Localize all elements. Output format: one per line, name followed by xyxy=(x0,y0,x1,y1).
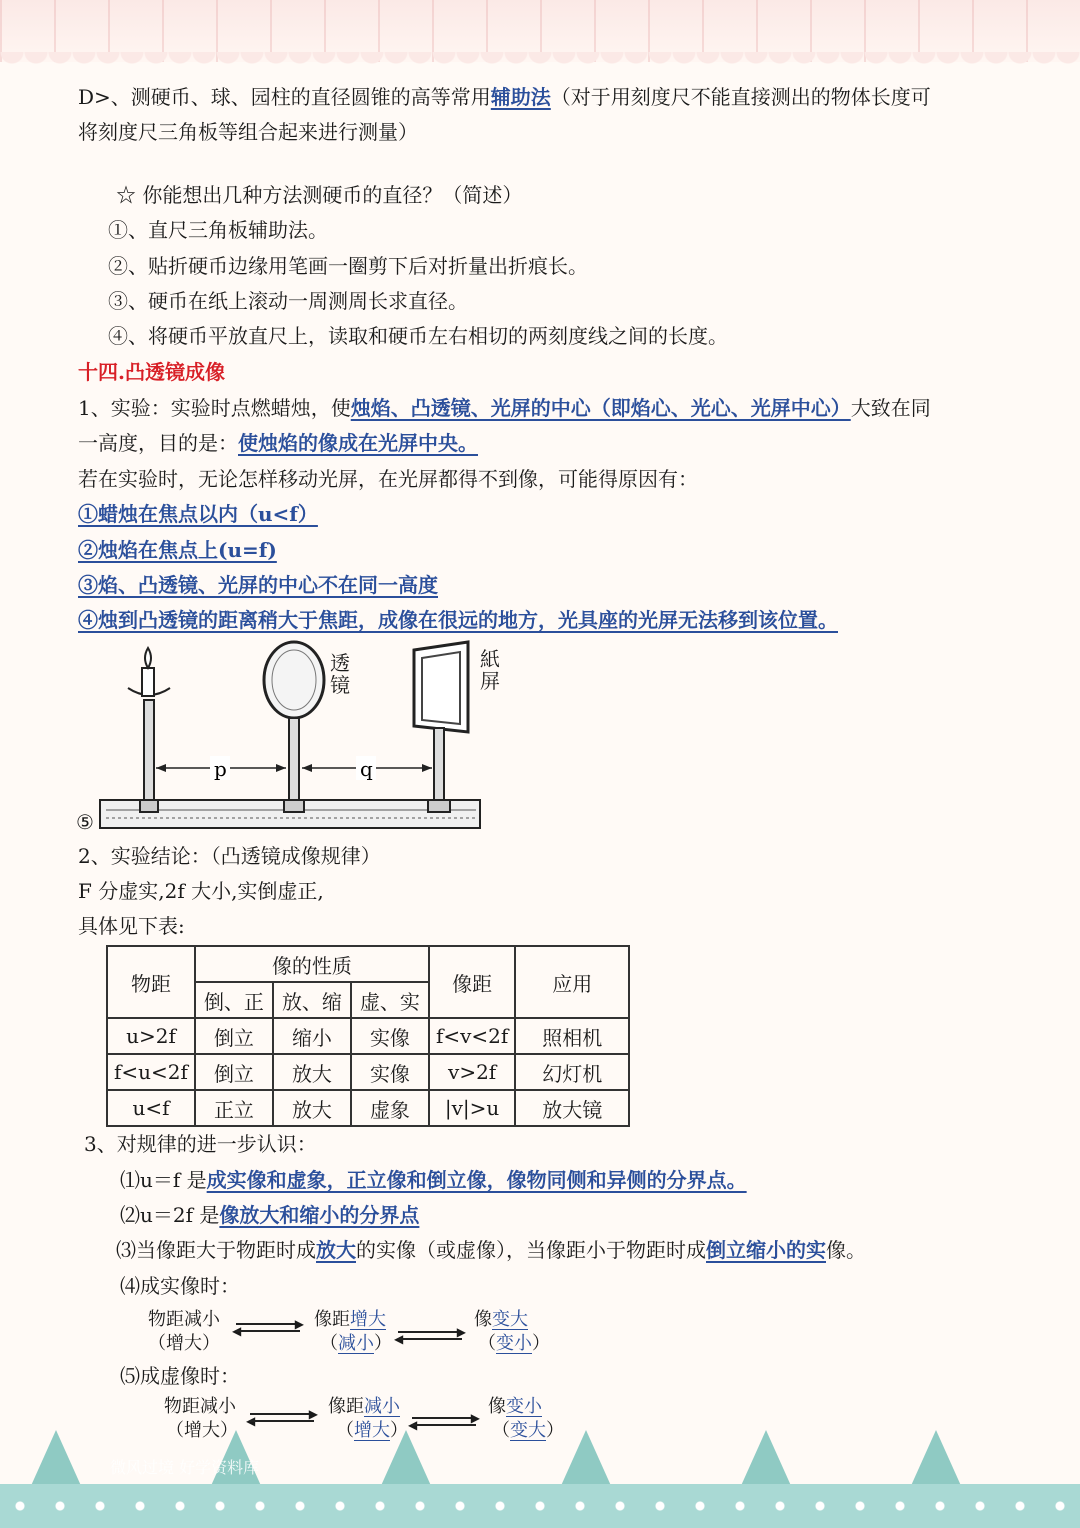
method-item: ①、直尺三角板辅助法。 xyxy=(108,218,328,242)
reason-item: ③焰、凸透镜、光屏的中心不在同一高度 xyxy=(78,573,438,597)
virtual-object-change: 物距减小 xyxy=(164,1396,236,1417)
d-keyword: 辅助法 xyxy=(490,85,551,109)
exp2-text: 一高度，目的是： xyxy=(78,431,238,455)
screen-stand xyxy=(414,642,468,812)
value: 变大 xyxy=(492,1309,528,1330)
header-size: 放、缩 xyxy=(273,982,351,1018)
reason-intro: 若在实验时，无论怎样移动光屏，在光屏都得不到像，可能得原因有： xyxy=(78,467,698,491)
real-object-change: 物距减小 xyxy=(148,1309,220,1330)
value: 变小 xyxy=(506,1396,542,1417)
table-cell: 放大镜 xyxy=(515,1090,629,1126)
rule-text: F 分虚实,2f 大小,实倒虚正, xyxy=(78,879,324,903)
header-object-distance: 物距 xyxy=(107,946,195,1018)
further-title: 3、对规律的进一步认识： xyxy=(84,1132,317,1156)
table-cell: 虚象 xyxy=(351,1090,429,1126)
table-cell: 幻灯机 xyxy=(515,1054,629,1090)
f3-text3: 像。 xyxy=(826,1238,866,1262)
label: 像 xyxy=(474,1309,492,1330)
table-cell: 实像 xyxy=(351,1018,429,1054)
figure-number: ⑤ xyxy=(76,810,94,834)
table-cell: u>2f xyxy=(107,1018,195,1054)
double-arrow-icon: ▶ ◀ xyxy=(246,1407,318,1428)
double-arrow-icon: ▶ ◀ xyxy=(394,1325,466,1346)
table-cell: 正立 xyxy=(195,1090,273,1126)
f3-answer1: 放大 xyxy=(316,1238,356,1262)
flame-icon xyxy=(145,648,151,668)
method-item: ②、贴折硬币边缘用笔画一圈剪下后对折量出折痕长。 xyxy=(108,254,588,278)
f3-answer2: 倒立缩小的实 xyxy=(706,1238,826,1262)
table-cell: u<f xyxy=(107,1090,195,1126)
virtual-image-distance-alt: （增大） xyxy=(336,1420,408,1441)
reason-item: ①蜡烛在焦点以内（u<f） xyxy=(78,502,318,526)
table-row xyxy=(107,1090,629,1126)
header-image-nature: 像的性质 xyxy=(195,946,429,982)
further-item-4: ⑷成实像时： xyxy=(120,1274,240,1298)
experiment-line1 xyxy=(78,395,931,421)
table-cell: 照相机 xyxy=(515,1018,629,1054)
method-item: ③、硬币在纸上滚动一周测周长求直径。 xyxy=(108,289,468,313)
section-title: 十四.凸透镜成像 xyxy=(78,360,225,384)
table-cell: 倒立 xyxy=(195,1054,273,1090)
f1-answer: 成实像和虚象，正立像和倒立像，像物同侧和异侧的分界点。 xyxy=(206,1168,747,1192)
table-row xyxy=(107,1018,629,1054)
method-item: ④、将硬币平放直尺上，读取和硬币左右相切的两刻度线之间的长度。 xyxy=(108,324,728,348)
table-cell: v>2f xyxy=(429,1054,515,1090)
exp-text: 1、实验：实验时点燃蜡烛，使 xyxy=(78,396,351,420)
exp2-answer: 使烛焰的像成在光屏中央。 xyxy=(238,431,478,455)
f2-text: ⑵u＝2f 是 xyxy=(120,1203,220,1227)
tree-icon xyxy=(740,1430,792,1488)
lens-label: 透镜 xyxy=(330,651,350,697)
tree-icon xyxy=(380,1430,432,1488)
p-label: p xyxy=(214,757,227,781)
d-text-tail: （对于用刻度尺不能直接测出的物体长度可 xyxy=(550,85,931,109)
header-image-distance: 像距 xyxy=(429,946,515,1018)
table-cell: 放大 xyxy=(273,1090,351,1126)
further-item-3 xyxy=(116,1237,866,1263)
further-item-2 xyxy=(120,1202,419,1228)
value: 减小 xyxy=(364,1396,400,1417)
question-line: ☆ 你能想出几种方法测硬币的直径？（简述） xyxy=(116,183,523,207)
conclusion-title: 2、实验结论：（凸透镜成像规律） xyxy=(78,844,381,868)
f3-text: ⑶当像距大于物距时成 xyxy=(116,1238,316,1262)
lens-icon xyxy=(264,642,324,718)
f3-text2: 的实像（或虚像），当像距小于物距时成 xyxy=(356,1238,706,1262)
further-item-1 xyxy=(120,1167,747,1193)
real-image-distance-alt: （减小） xyxy=(320,1333,392,1354)
q-label: q xyxy=(360,757,373,781)
virtual-image-size xyxy=(488,1396,542,1418)
table-cell: 缩小 xyxy=(273,1018,351,1054)
reason-item: ④烛到凸透镜的距离稍大于焦距，成像在很远的地方，光具座的光屏无法移到该位置。 xyxy=(78,608,838,632)
top-decorative-border xyxy=(0,0,1080,62)
exp-answer: 烛焰、凸透镜、光屏的中心（即焰心、光心、光屏中心） xyxy=(350,396,851,420)
value: 变大 xyxy=(510,1420,546,1441)
header-invert: 倒、正 xyxy=(195,982,273,1018)
table-row xyxy=(107,1054,629,1090)
f1-text: ⑴u＝f 是 xyxy=(120,1168,207,1192)
table-cell: 实像 xyxy=(351,1054,429,1090)
header-real: 虚、实 xyxy=(351,982,429,1018)
see-table-text: 具体见下表: xyxy=(78,914,185,938)
label: 像距 xyxy=(328,1396,364,1417)
screen-label: 紙屏 xyxy=(480,647,500,693)
reason-item: ②烛焰在焦点上(u=f) xyxy=(78,538,277,562)
further-item-5: ⑸成虚像时： xyxy=(120,1364,240,1388)
real-image-size-alt: （变小） xyxy=(478,1333,550,1354)
optical-bench-figure xyxy=(76,640,496,835)
real-object-change-alt: （增大） xyxy=(148,1333,220,1354)
tree-icon xyxy=(30,1430,82,1488)
candle-stand xyxy=(128,648,170,812)
table-cell: f<u<2f xyxy=(107,1054,195,1090)
real-image-distance xyxy=(314,1309,386,1331)
table-cell: 倒立 xyxy=(195,1018,273,1054)
lens-rule-table xyxy=(106,945,630,1127)
bottom-dot-strip xyxy=(0,1484,1080,1528)
header-application: 应用 xyxy=(515,946,629,1018)
f2-answer: 像放大和缩小的分界点 xyxy=(219,1203,420,1227)
d-paragraph-line1 xyxy=(78,84,931,110)
d-paragraph-line2: 将刻度尺三角板等组合起来进行测量） xyxy=(78,120,418,144)
tree-icon xyxy=(560,1430,612,1488)
value: 增大 xyxy=(354,1420,390,1441)
d-text: D>、测硬币、球、园柱的直径圆锥的高等常用 xyxy=(78,85,491,109)
value: 增大 xyxy=(350,1309,386,1330)
value: 减小 xyxy=(338,1333,374,1354)
double-arrow-icon: ▶ ◀ xyxy=(408,1411,480,1432)
virtual-object-change-alt: （增大） xyxy=(166,1420,238,1441)
table-cell: 放大 xyxy=(273,1054,351,1090)
exp-text-tail: 大致在同 xyxy=(850,396,931,420)
label: 像距 xyxy=(314,1309,350,1330)
double-arrow-icon: ▶ ◀ xyxy=(232,1317,304,1338)
table-cell: f<v<2f xyxy=(429,1018,515,1054)
label: 像 xyxy=(488,1396,506,1417)
lens-stand xyxy=(264,642,324,812)
virtual-image-size-alt: （变大） xyxy=(492,1420,564,1441)
virtual-image-distance xyxy=(328,1396,400,1418)
table-cell: |v|>u xyxy=(429,1090,515,1126)
bottom-watermark: 微风过境 好学资料库 xyxy=(110,1458,260,1477)
value: 变小 xyxy=(496,1333,532,1354)
real-image-size xyxy=(474,1309,528,1331)
experiment-line2 xyxy=(78,430,478,456)
tree-icon xyxy=(910,1430,962,1488)
